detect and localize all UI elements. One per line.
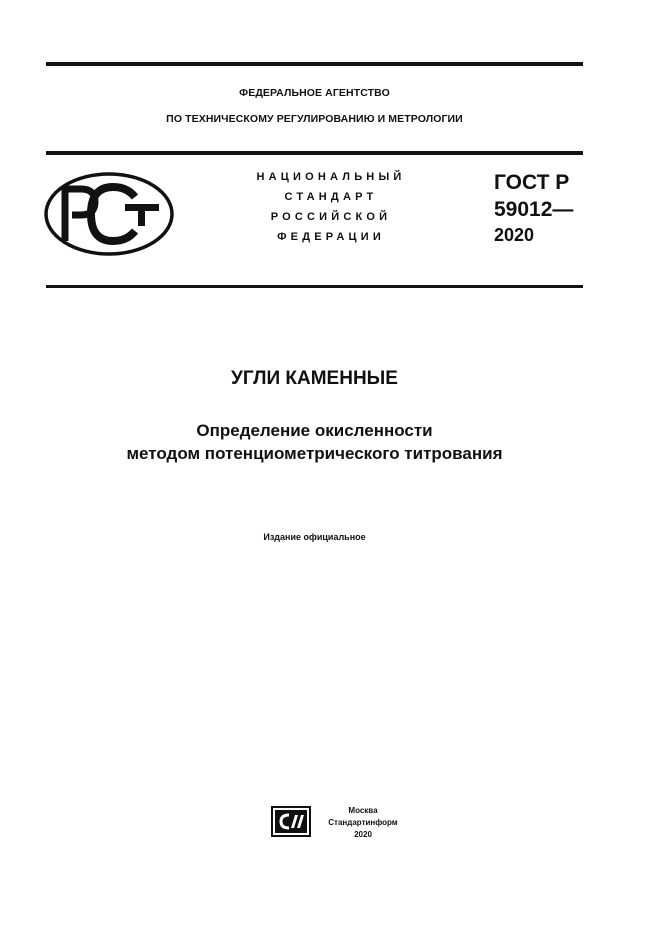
document-subtitle-line2: методом потенциометрического титрования [126,444,503,463]
gost-designation-line2: 59012— [494,198,574,221]
publisher-name: Стандартинформ [328,818,398,827]
gost-designation-line1: ГОСТ Р [494,171,570,194]
document-title: УГЛИ КАМЕННЫЕ [231,368,398,389]
gost-designation-year: 2020 [494,225,535,245]
edition-note: Издание официальное [263,532,366,542]
publisher-year: 2020 [354,830,372,839]
standard-type-line3: РОССИЙСКОЙ [270,211,392,223]
rst-emblem-icon [43,171,175,257]
agency-name-line1: ФЕДЕРАЛЬНОЕ АГЕНТСТВО [239,87,390,99]
top-rule [46,62,583,66]
publisher-city: Москва [348,806,378,815]
middle-rule [46,151,583,155]
standard-type-line2: СТАНДАРТ [284,191,378,203]
standartinform-logo-icon [271,806,311,837]
standard-type-line1: НАЦИОНАЛЬНЫЙ [256,171,406,183]
document-subtitle-line1: Определение окисленности [196,421,433,440]
agency-name-line2: ПО ТЕХНИЧЕСКОМУ РЕГУЛИРОВАНИЮ И МЕТРОЛОГИИ [166,113,463,125]
bottom-rule [46,285,583,288]
standard-type-line4: ФЕДЕРАЦИИ [277,231,385,243]
